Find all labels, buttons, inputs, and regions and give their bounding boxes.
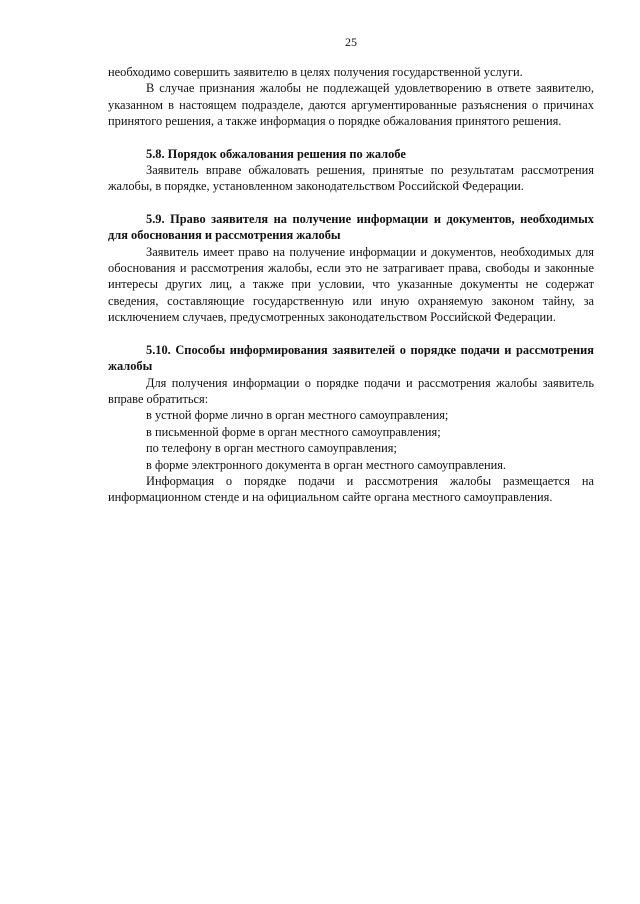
page-number: 25 bbox=[345, 35, 357, 49]
list-item-oral: в устной форме лично в орган местного самоуправления; bbox=[146, 408, 449, 423]
section-spacer bbox=[108, 326, 594, 342]
section-spacer bbox=[108, 195, 594, 211]
paragraph-appeal-right: Заявитель вправе обжаловать решения, принятые по результатам рассмотрения жалобы, в порядке, установленном законодательством Российской Федерации. bbox=[108, 163, 594, 194]
list-item-phone: по телефону в орган местного самоуправления; bbox=[146, 441, 397, 456]
document-page bbox=[108, 34, 594, 506]
section-heading-5-9: 5.9. Право заявителя на получение информации и документов, необходимых для обоснования и рассмотрения жалобы bbox=[108, 211, 594, 243]
paragraph-continuation: необходимо совершить заявителю в целях получения государственной услуги. bbox=[108, 65, 523, 79]
list-item-written: в письменной форме в орган местного самоуправления; bbox=[146, 424, 441, 439]
paragraph-contact-intro: Для получения информации о порядке подачи и рассмотрения жалобы заявитель вправе обратиться: bbox=[108, 375, 594, 406]
list-item-electronic: в форме электронного документа в орган местного самоуправления. bbox=[146, 457, 507, 472]
paragraph-information-placement: Информация о порядке подачи и рассмотрения жалобы размещается на информационном стенде и на официальном сайте органа местного самоуправления. bbox=[108, 473, 594, 505]
paragraph-refusal-explanation: В случае признания жалобы не подлежащей удовлетворению в ответе заявителю, указанном в настоящем подразделе, даются аргументированные разъяснения о причинах принятого решения, а также информация о порядке обжалования принятого решения. bbox=[108, 81, 594, 129]
paragraph-information-right: Заявитель имеет право на получение информации и документов, необходимых для обоснования и рассмотрения жалобы, если это не затрагивает права, свободы и законные интересы других лиц, а также при условии, что указанные документы не содержат сведения, составляющие государственную или иную охраняемую законом тайну, за исключением случаев, предусмотренных законодательством Российской Федерации. bbox=[108, 244, 594, 325]
section-spacer bbox=[108, 130, 594, 146]
section-heading-5-10: 5.10. Способы информирования заявителей о порядке подачи и рассмотрения жалобы bbox=[108, 342, 594, 374]
section-heading-5-8: 5.8. Порядок обжалования решения по жалобе bbox=[146, 146, 406, 161]
